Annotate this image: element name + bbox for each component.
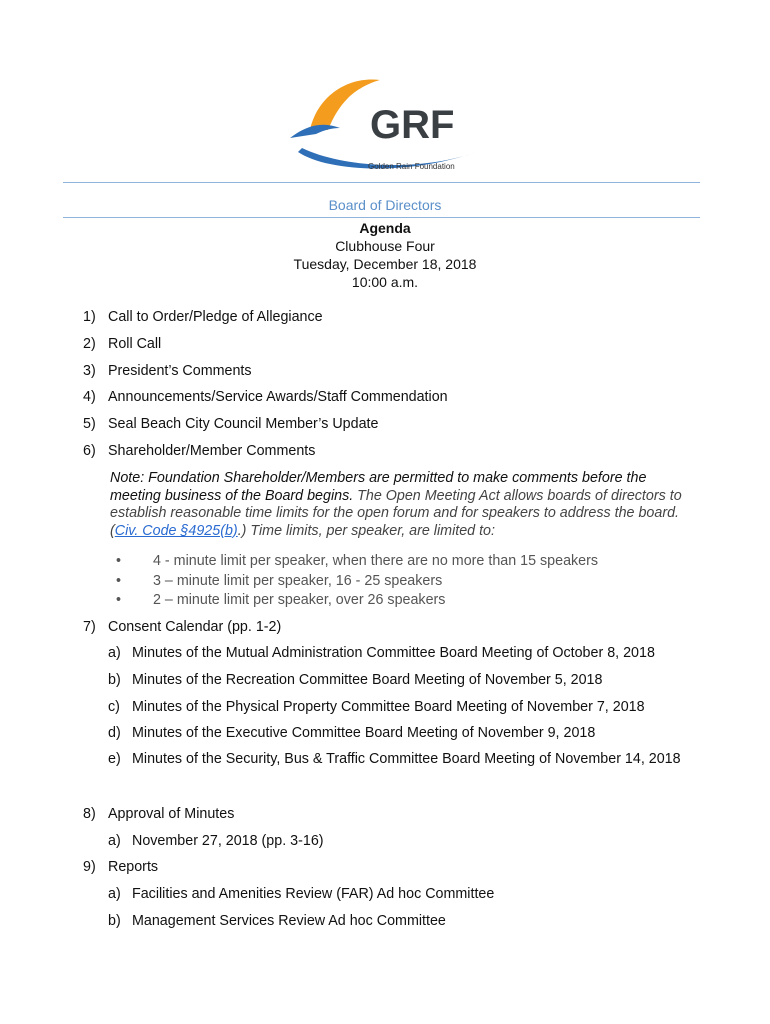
item-label: Roll Call bbox=[108, 336, 162, 352]
item-label: Announcements/Service Awards/Staff Commendation bbox=[108, 389, 448, 405]
item-number: 7) bbox=[83, 619, 96, 635]
agenda-item bbox=[83, 443, 315, 459]
bullet-icon: • bbox=[116, 553, 122, 569]
item-number: 3) bbox=[83, 363, 96, 379]
item-number: 6) bbox=[83, 443, 96, 459]
comment-note bbox=[110, 470, 690, 540]
item-number: 5) bbox=[83, 416, 96, 432]
sub-item bbox=[108, 886, 494, 902]
item-label: Seal Beach City Council Member’s Update bbox=[108, 416, 379, 432]
sub-text: Minutes of the Executive Committee Board Meeting of November 9, 2018 bbox=[132, 725, 596, 741]
board-title: Board of Directors bbox=[328, 197, 442, 213]
meeting-time: 10:00 a.m. bbox=[351, 274, 419, 290]
agenda-item bbox=[83, 806, 234, 822]
agenda-heading: Agenda bbox=[359, 220, 411, 236]
agenda-item bbox=[83, 416, 378, 432]
sub-letter: a) bbox=[108, 833, 121, 849]
header-rule-top bbox=[63, 182, 700, 183]
note-tail: .) Time limits, per speaker, are limited to: bbox=[237, 522, 495, 539]
agenda-item bbox=[83, 859, 158, 875]
sub-text: Management Services Review Ad hoc Committee bbox=[132, 913, 446, 929]
note-intro: Note: Foundation Shareholder/Members are permitted to make comments before the meeting business of the Board begins. bbox=[110, 470, 647, 504]
sub-item bbox=[108, 672, 602, 688]
agenda-item bbox=[83, 619, 281, 635]
sub-text: Minutes of the Physical Property Committee Board Meeting of November 7, 2018 bbox=[132, 699, 645, 715]
item-number: 4) bbox=[83, 389, 96, 405]
sub-letter: a) bbox=[108, 886, 121, 902]
meeting-location: Clubhouse Four bbox=[335, 238, 435, 254]
grf-logo-mark bbox=[288, 72, 480, 176]
item-number: 2) bbox=[83, 336, 96, 352]
bullet-text: 3 – minute limit per speaker, 16 - 25 speakers bbox=[153, 572, 443, 589]
item-number: 9) bbox=[83, 859, 96, 875]
sub-item bbox=[108, 699, 645, 715]
item-label: President’s Comments bbox=[108, 363, 252, 379]
logo-full-name: Golden Rain Foundation bbox=[368, 162, 455, 171]
bullet-icon: • bbox=[116, 572, 122, 589]
sub-letter: b) bbox=[108, 913, 121, 929]
sub-text: Minutes of the Security, Bus & Traffic Committee Board Meeting of November 14, 2018 bbox=[132, 751, 681, 767]
item-number: 1) bbox=[83, 309, 96, 325]
sub-item bbox=[108, 645, 655, 661]
agenda-item bbox=[83, 336, 161, 352]
item-label: Call to Order/Pledge of Allegiance bbox=[108, 309, 323, 325]
bullet-text: 2 – minute limit per speaker, over 26 speakers bbox=[153, 592, 446, 608]
agenda-item bbox=[83, 389, 448, 405]
item-label: Approval of Minutes bbox=[108, 806, 235, 822]
logo-wave-1 bbox=[290, 125, 340, 138]
meeting-date: Tuesday, December 18, 2018 bbox=[293, 256, 477, 272]
header-rule-bottom bbox=[63, 217, 700, 218]
sub-letter: e) bbox=[108, 751, 121, 767]
item-number: 8) bbox=[83, 806, 96, 822]
sub-text: Facilities and Amenities Review (FAR) Ad hoc Committee bbox=[132, 886, 495, 902]
item-label: Consent Calendar (pp. 1-2) bbox=[108, 619, 282, 635]
sub-item bbox=[108, 746, 698, 773]
logo-acronym: GRF bbox=[370, 103, 455, 147]
item-label: Reports bbox=[108, 859, 159, 875]
sub-text: Minutes of the Mutual Administration Committee Board Meeting of October 8, 2018 bbox=[132, 645, 655, 661]
grf-logo bbox=[288, 72, 480, 176]
bullet-text: 4 - minute limit per speaker, when there are no more than 15 speakers bbox=[153, 553, 599, 569]
sub-item bbox=[108, 833, 324, 849]
sub-text: November 27, 2018 (pp. 3-16) bbox=[132, 833, 324, 849]
sub-item bbox=[108, 725, 595, 741]
bullet-icon: • bbox=[116, 592, 122, 608]
sub-letter: d) bbox=[108, 725, 121, 741]
sub-letter: c) bbox=[108, 699, 120, 715]
agenda-item bbox=[83, 363, 252, 379]
sub-letter: b) bbox=[108, 672, 121, 688]
note-body: The Open Meeting Act allows boards of directors to establish reasonable time limits for the open forum and for speakers to address the board. ( bbox=[110, 487, 682, 539]
agenda-item bbox=[83, 309, 323, 325]
civ-code-link[interactable]: Civ. Code §4925(b) bbox=[114, 522, 238, 539]
sub-letter: a) bbox=[108, 645, 121, 661]
sub-item bbox=[108, 913, 446, 929]
sub-text: Minutes of the Recreation Committee Board Meeting of November 5, 2018 bbox=[132, 672, 603, 688]
item-label: Shareholder/Member Comments bbox=[108, 443, 316, 459]
